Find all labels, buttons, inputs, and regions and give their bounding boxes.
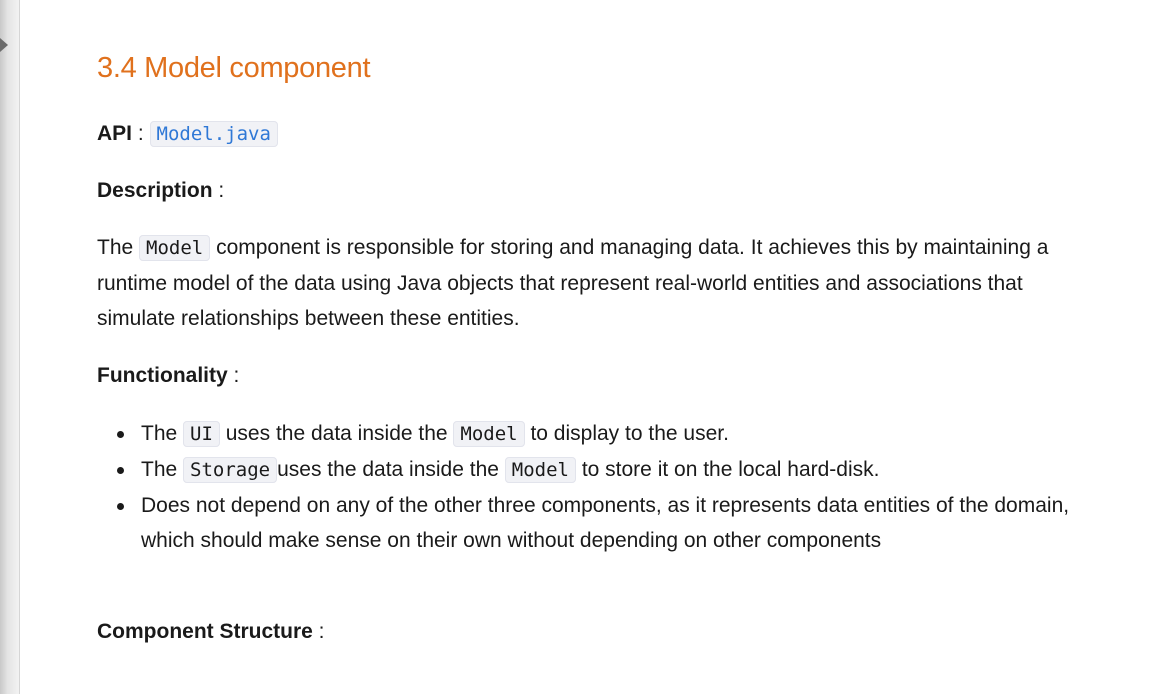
component-structure-line (97, 616, 325, 648)
list-item-code: UI (183, 421, 220, 447)
list-item-text: The (141, 422, 184, 445)
functionality-separator: : (227, 364, 240, 387)
bullet-icon (117, 503, 124, 510)
list-item (97, 488, 1087, 558)
list-item-text: uses the data inside the (277, 458, 505, 481)
description-line (97, 175, 224, 207)
description-text-1: The (97, 236, 140, 259)
api-link-code[interactable]: Model.java (150, 121, 278, 147)
component-structure-separator: : (312, 620, 325, 643)
list-item-code: Storage (183, 457, 277, 483)
functionality-list (97, 416, 1087, 558)
description-paragraph (97, 230, 1087, 336)
description-separator: : (212, 179, 225, 202)
description-text-2: component is responsible for storing and managing data. It achieves this by maintaining a runtime model of the data using Java objects that represent real-world entities and associations that simulate relationships between these entities. (97, 236, 1049, 330)
bullet-icon (117, 431, 124, 438)
list-item-text: to store it on the local hard-disk. (575, 458, 880, 481)
sidebar-toggle-arrow-icon[interactable] (0, 38, 8, 52)
list-item-code: Model (453, 421, 524, 447)
description-code-model: Model (139, 235, 210, 261)
api-link[interactable] (150, 122, 278, 145)
api-line (97, 118, 278, 150)
list-item-text: Does not depend on any of the other three components, as it represents data entities of the domain, which should make sense on their own without depending on other components (141, 494, 1070, 552)
list-item-text: uses the data inside the (219, 422, 454, 445)
sidebar-strip (0, 0, 20, 694)
list-item-text: to display to the user. (524, 422, 729, 445)
bullet-icon (117, 467, 124, 474)
api-label: API (97, 122, 133, 145)
list-item (97, 416, 1087, 452)
section-heading: 3.4 Model component (97, 52, 371, 84)
list-item (97, 452, 1087, 488)
functionality-label: Functionality (97, 364, 228, 387)
api-separator: : (132, 122, 144, 145)
list-item-text: The (141, 458, 184, 481)
functionality-line (97, 360, 239, 392)
component-structure-label: Component Structure (97, 620, 313, 643)
description-label: Description (97, 179, 213, 202)
list-item-code: Model (505, 457, 576, 483)
